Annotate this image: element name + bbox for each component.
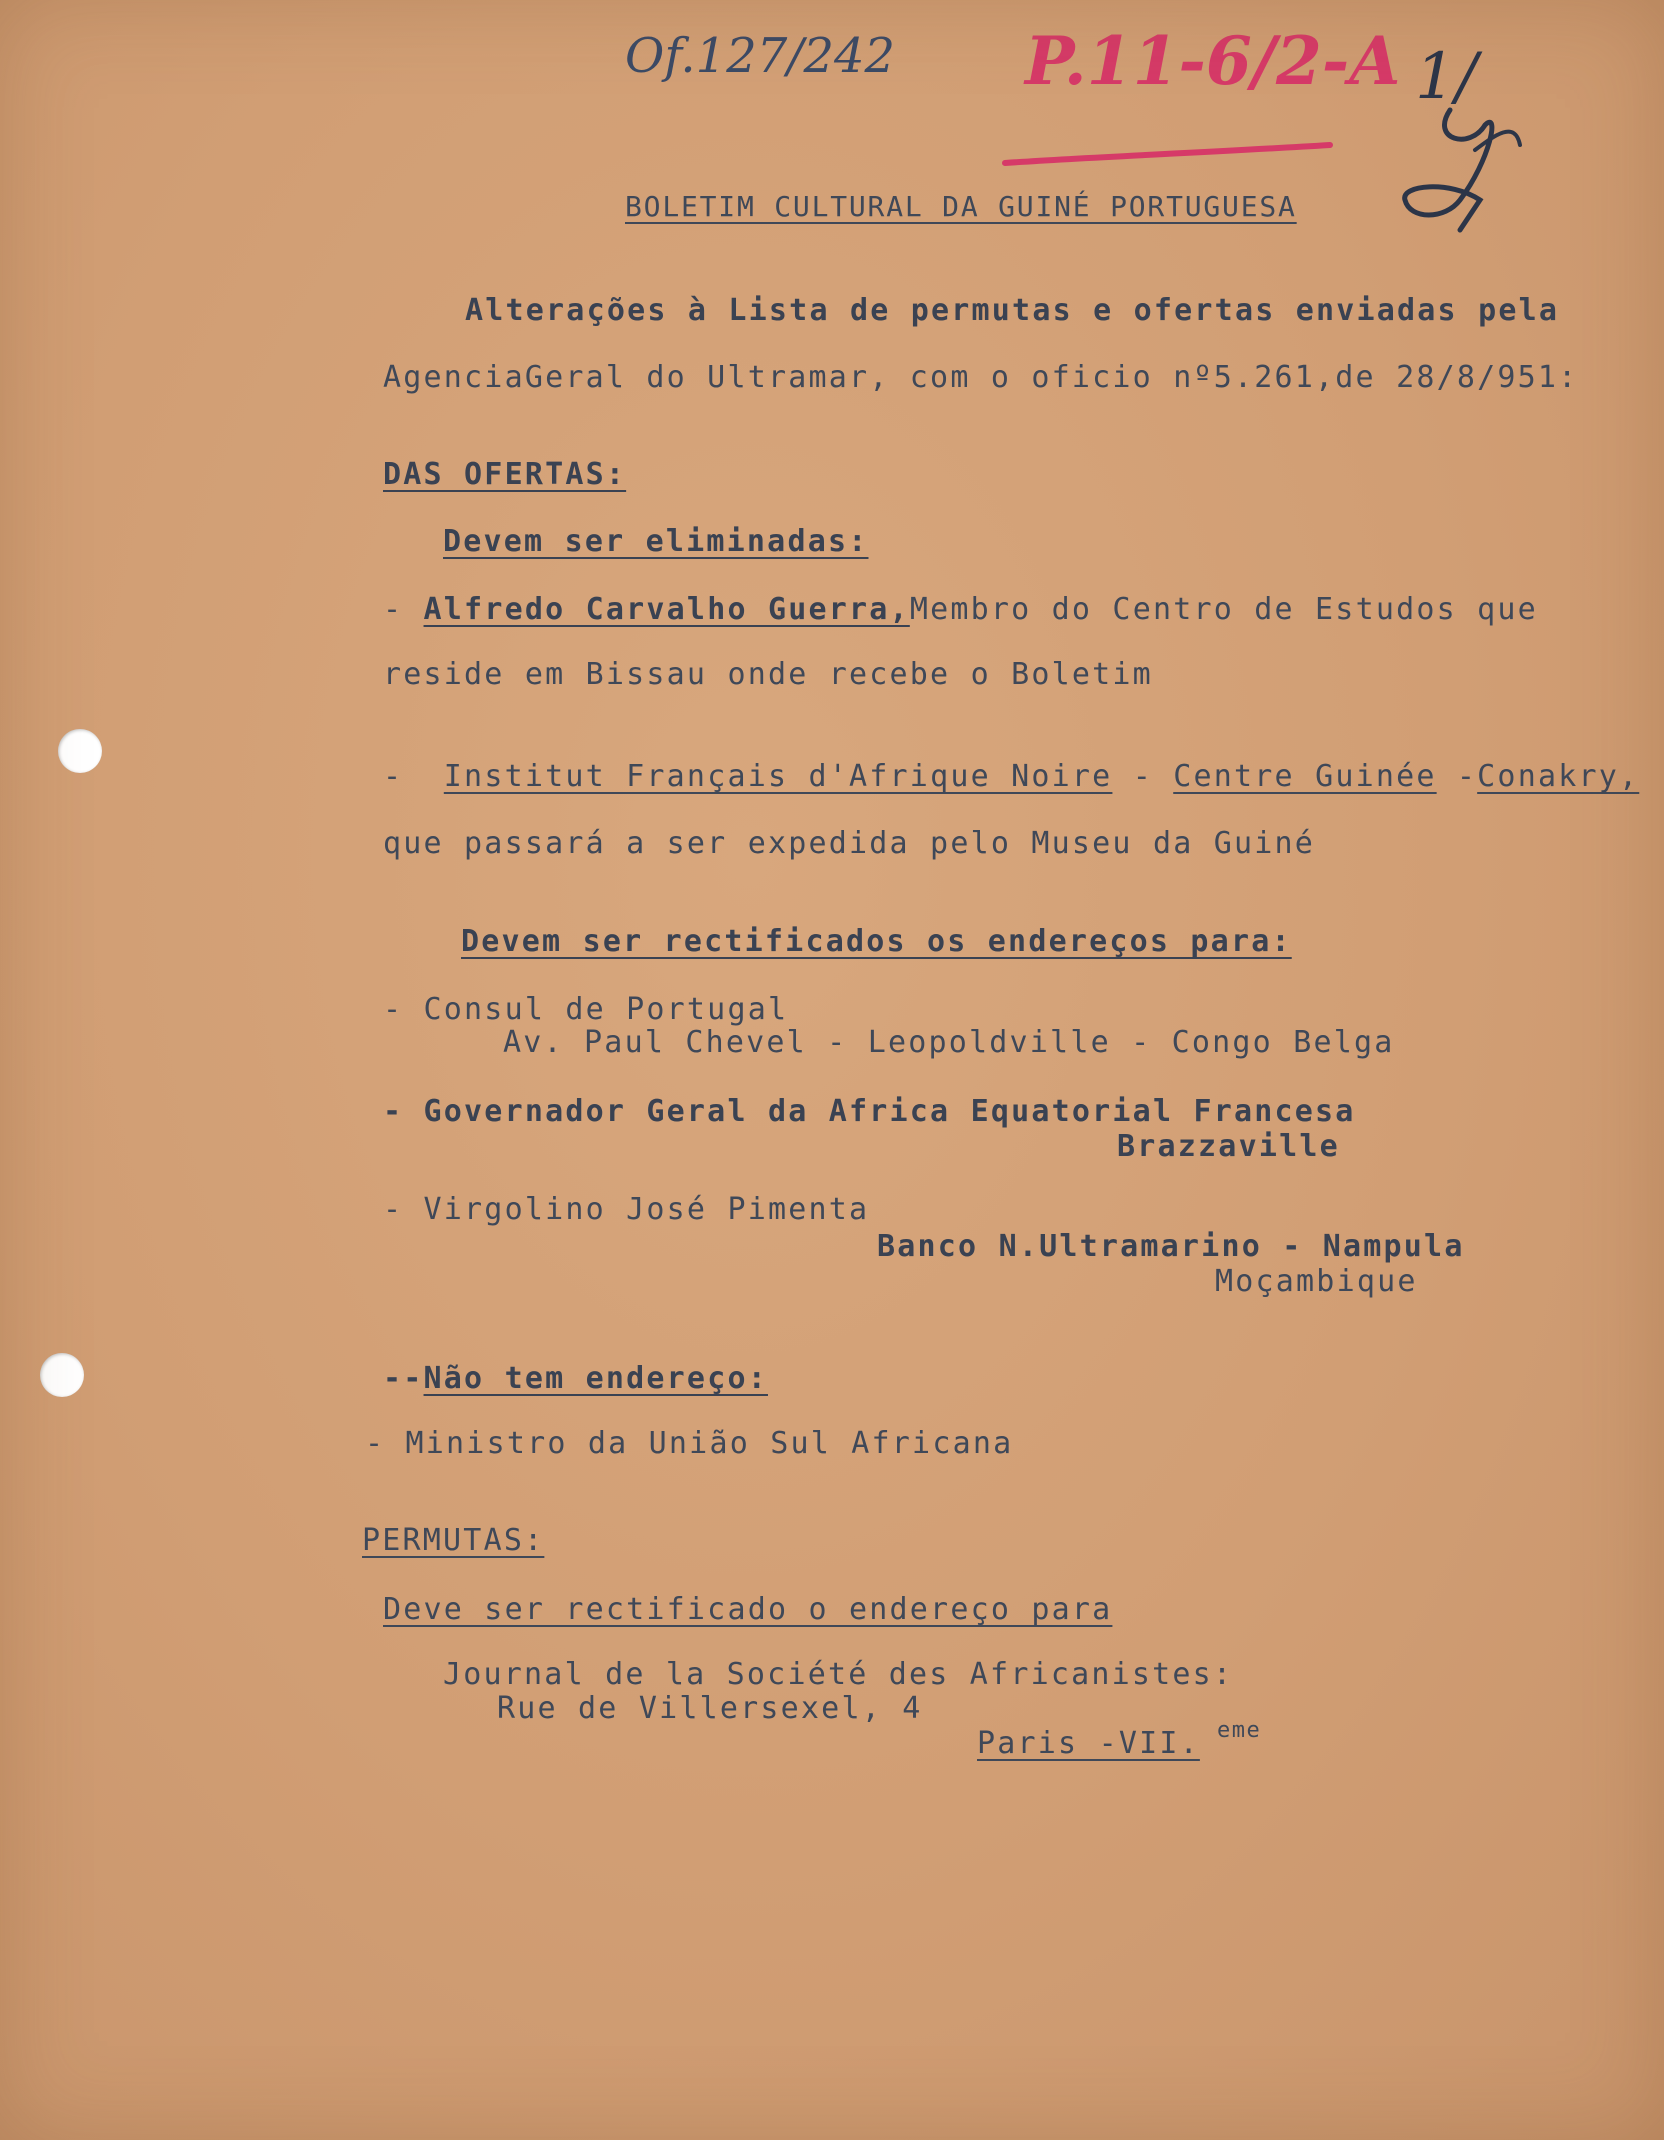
journal-line-2: Rue de Villersexel, 4: [497, 1691, 923, 1726]
red-underline-stroke: [1000, 135, 1340, 175]
centre-name: Centre Guinée: [1173, 759, 1437, 794]
eliminada-item-1: - Alfredo Carvalho Guerra,Membro do Centro de Estudos que: [383, 592, 1538, 627]
red-reference-note: P.11-6/2-A: [1025, 22, 1401, 100]
section-heading-ofertas: DAS OFERTAS:: [383, 457, 627, 492]
city-name: Conakry,: [1477, 759, 1640, 794]
eliminada-item-1-line-2: reside em Bissau onde recebe o Boletim: [383, 657, 1153, 692]
address-3-line-1: - Virgolino José Pimenta: [383, 1192, 870, 1227]
journal-superscript: eme: [1217, 1718, 1262, 1743]
subheading-rectificados: Devem ser rectificados os endereços para:: [461, 924, 1292, 959]
section-heading-permutas: PERMUTAS:: [362, 1523, 545, 1558]
page-number-mark: 1/: [1415, 40, 1478, 114]
item-description: Membro do Centro de Estudos que: [909, 592, 1538, 627]
sem-endereco-label: Não tem endereço:: [423, 1361, 768, 1396]
punch-hole-bottom: [40, 1353, 84, 1397]
subheading-eliminadas: Devem ser eliminadas:: [443, 524, 869, 559]
punch-hole-top: [58, 729, 102, 773]
address-1-line-2: Av. Paul Chevel - Leopoldville - Congo Belga: [503, 1025, 1395, 1060]
address-2-line-1: - Governador Geral da Africa Equatorial Francesa: [383, 1094, 1356, 1129]
institution-name: Institut Français d'Afrique Noire: [443, 759, 1113, 794]
pencil-reference-note: Of.127/242: [625, 28, 896, 84]
document-title: BOLETIM CULTURAL DA GUINÉ PORTUGUESA: [625, 190, 1297, 223]
intro-line-2: AgenciaGeral do Ultramar, com o oficio nº5.261,de 28/8/951:: [383, 360, 1579, 395]
journal-line-1: Journal de la Société des Africanistes:: [443, 1657, 1234, 1692]
sem-endereco-item: - Ministro da União Sul Africana: [365, 1426, 1014, 1461]
eliminada-item-2-line-2: que passará a ser expedida pelo Museu da Guiné: [383, 826, 1316, 861]
address-3-line-3: Moçambique: [1215, 1264, 1418, 1299]
subheading-sem-endereco: --Não tem endereço:: [383, 1361, 768, 1396]
intro-line-1: Alterações à Lista de permutas e ofertas enviadas pela: [465, 293, 1560, 328]
signature-mark: [1390, 90, 1530, 240]
address-1-line-1: - Consul de Portugal: [383, 992, 789, 1027]
address-2-line-2: Brazzaville: [1117, 1129, 1340, 1164]
subheading-rectificado: Deve ser rectificado o endereço para: [383, 1592, 1113, 1627]
address-3-line-2: Banco N.Ultramarino - Nampula: [877, 1229, 1465, 1264]
eliminada-item-2: - Institut Français d'Afrique Noire - Centre Guinée -Conakry,: [383, 759, 1640, 794]
journal-line-3: Paris -VII.: [977, 1726, 1200, 1761]
person-name: Alfredo Carvalho Guerra,: [423, 592, 910, 627]
